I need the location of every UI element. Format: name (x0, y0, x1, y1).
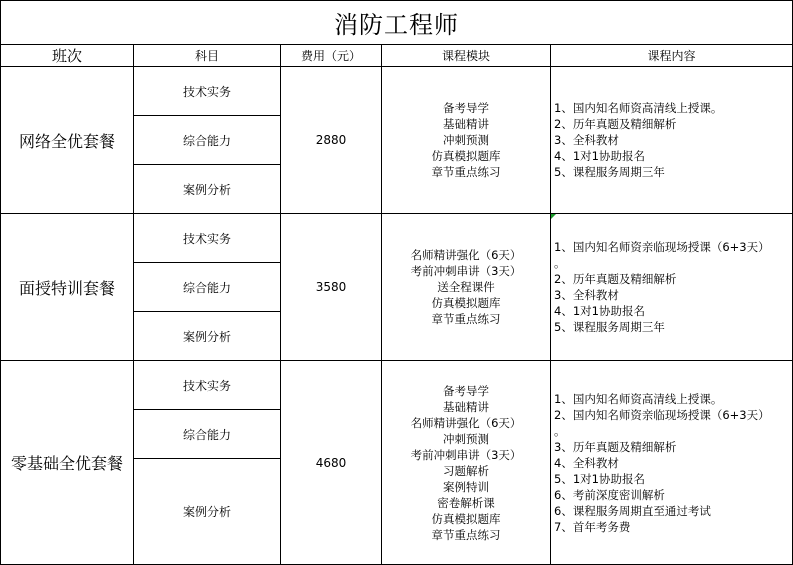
content-item: 5、课程服务周期三年 (554, 165, 665, 179)
module-item: 案例特训 (443, 479, 489, 494)
content-item: 2、国内知名师资亲临现场授课（6+3天） (554, 407, 770, 422)
subject-cell: 案例分析 (134, 165, 281, 214)
content-item: 。 (554, 256, 566, 270)
subject-cell: 综合能力 (134, 116, 281, 165)
module-list (382, 214, 551, 361)
content-item: 5、课程服务周期三年 (554, 320, 665, 334)
module-item: 仿真模拟题库 (431, 511, 501, 526)
content-item: 1、国内知名师资亲临现场授课（6+3天） (554, 240, 770, 254)
subject-cell: 技术实务 (134, 67, 281, 116)
content-item: 。 (554, 423, 566, 438)
module-item: 备考导学 (443, 383, 489, 398)
subject-cell: 综合能力 (134, 410, 281, 459)
module-item: 基础精讲 (443, 117, 489, 131)
sheet-title: 消防工程师 (1, 1, 793, 45)
module-list (382, 67, 551, 214)
content-item: 3、全科教材 (554, 133, 619, 147)
package-row (1, 67, 793, 116)
fee-cell: 2880 (281, 67, 382, 214)
content-item: 1、国内知名师资高清线上授课。 (554, 101, 723, 115)
module-item: 冲刺预测 (443, 431, 489, 446)
content-item: 3、历年真题及精细解析 (554, 439, 677, 454)
module-item: 章节重点练习 (431, 527, 501, 542)
subject-cell: 综合能力 (134, 263, 281, 312)
content-list (551, 214, 793, 361)
module-list (382, 361, 551, 565)
content-item: 2、历年真题及精细解析 (554, 117, 677, 131)
module-item: 考前冲刺串讲（3天） (410, 447, 522, 462)
header-fee: 费用（元） (281, 45, 382, 67)
fee-cell: 4680 (281, 361, 382, 565)
module-item: 密卷解析课 (437, 495, 495, 510)
module-item: 仿真模拟题库 (431, 149, 501, 163)
content-item: 6、考前深度密训解析 (554, 487, 665, 502)
subject-cell: 案例分析 (134, 312, 281, 361)
module-item: 仿真模拟题库 (431, 296, 501, 310)
content-item: 1、国内知名师资高清线上授课。 (554, 391, 723, 406)
header-content: 课程内容 (551, 45, 793, 67)
package-name: 零基础全优套餐 (1, 361, 134, 565)
subject-cell: 案例分析 (134, 459, 281, 565)
content-item: 4、1对1协助报名 (554, 149, 645, 163)
module-item: 名师精讲强化（6天） (410, 248, 522, 262)
content-item: 4、全科教材 (554, 455, 619, 470)
content-list (551, 67, 793, 214)
package-name: 网络全优套餐 (1, 67, 134, 214)
content-list (551, 361, 793, 565)
module-item: 章节重点练习 (431, 312, 501, 326)
module-item: 备考导学 (443, 101, 489, 115)
module-item: 冲刺预测 (443, 133, 489, 147)
package-name: 面授特训套餐 (1, 214, 134, 361)
package-row (1, 214, 793, 263)
header-row (1, 45, 793, 67)
subject-cell: 技术实务 (134, 361, 281, 410)
cell-comment-marker (551, 214, 556, 219)
content-item: 4、1对1协助报名 (554, 304, 645, 318)
header-module: 课程模块 (382, 45, 551, 67)
module-item: 送全程课件 (437, 280, 495, 294)
header-subject: 科目 (134, 45, 281, 67)
module-item: 章节重点练习 (431, 165, 501, 179)
module-item: 考前冲刺串讲（3天） (410, 264, 522, 278)
header-banci: 班次 (1, 45, 134, 67)
content-item: 3、全科教材 (554, 288, 619, 302)
content-item: 5、1对1协助报名 (554, 471, 645, 486)
content-item: 7、首年考务费 (554, 519, 631, 534)
module-item: 名师精讲强化（6天） (410, 415, 522, 430)
module-item: 基础精讲 (443, 399, 489, 414)
package-row (1, 361, 793, 410)
content-item: 2、历年真题及精细解析 (554, 272, 677, 286)
subject-cell: 技术实务 (134, 214, 281, 263)
fee-cell: 3580 (281, 214, 382, 361)
content-item: 6、课程服务周期直至通过考试 (554, 503, 711, 518)
module-item: 习题解析 (443, 463, 489, 478)
